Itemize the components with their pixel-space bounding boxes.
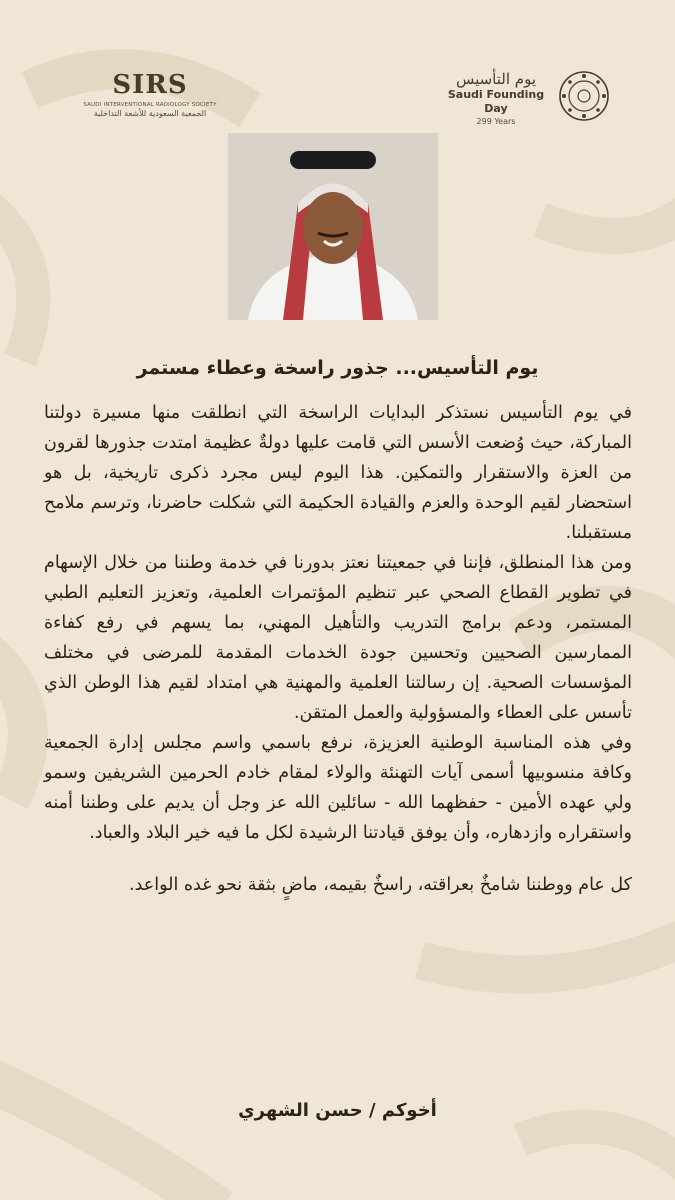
sirs-logo	[80, 70, 220, 118]
signature: أخوكم / حسن الشهري	[238, 1100, 437, 1121]
paragraph: ومن هذا المنطلق، فإننا في جمعيتنا نعتز بدورنا في خدمة وطننا من خلال الإسهام في تطوير القطاع الصحي عبر تنظيم المؤتمرات العلمية، وتعزيز التعليم الطبي المستمر، ودعم برامج التدريب والتأهيل المهني، بما يسهم في رفع كفاءة الممارسين الصحيين وتحسين جودة الخدمات المقدمة للمرضى في مختلف المؤسسات الصحية. إن رسالتنا العلمية والمهنية هي امتداد لقيم هذا الوطن الذي تأسس على العطاء والمسؤولية والعمل المتقن.	[44, 553, 632, 723]
letter-body	[44, 398, 632, 900]
paragraph: وفي هذه المناسبة الوطنية العزيزة، نرفع باسمي واسم مجلس إدارة الجمعية وكافة منسوبيها أسمى آيات التهنئة والولاء لمقام خادم الحرمين الشريفين وسمو ولي عهده الأمين - حفظهما الله - سائلين الله عز وجل أن يديم على وطننا أمنه واستقراره وازدهاره، وأن يوفق قيادتنا الرشيدة لكل ما فيه خير البلاد والعباد.	[44, 733, 632, 843]
sirs-name-ar: الجمعية السعودية للأشعة التداخلية	[93, 109, 207, 118]
founding-day-name-ar: يوم التأسيس	[455, 70, 537, 88]
founding-day-years: 299 Years	[476, 117, 516, 126]
founding-day-emblem-icon	[558, 70, 610, 122]
portrait-illustration	[228, 133, 438, 320]
sirs-name-en: SAUDI INTERVENTIONAL RADIOLOGY SOCIETY	[83, 102, 217, 108]
paragraph: في يوم التأسيس نستذكر البدايات الراسخة التي انطلقت منها مسيرة دولتنا المباركة، حيث وُضعت الأسس التي قامت عليها دولةٌ عظيمة امتدت جذورها لقرون من العزة والاستقرار والتمكين. هذا اليوم ليس مجرد ذكرى تاريخية، بل هو استحضار لقيم الوحدة والعزم والقيادة الحكيمة التي شكلت حاضرنا، وترسم ملامح مستقبلنا.	[44, 403, 632, 543]
closing-line: كل عام ووطننا شامخٌ بعراقته، راسخٌ بقيمه، ماضٍ بثقة نحو غده الواعد.	[129, 875, 632, 895]
founding-day-text	[440, 70, 552, 128]
page-title: يوم التأسيس... جذور راسخة وعطاء مستمر	[136, 357, 539, 379]
portrait-photo	[228, 133, 438, 320]
sirs-logo-mark: SIRS	[112, 70, 188, 100]
founding-day-logo	[440, 66, 610, 136]
founding-day-name-en: Saudi Founding Day	[447, 88, 545, 115]
